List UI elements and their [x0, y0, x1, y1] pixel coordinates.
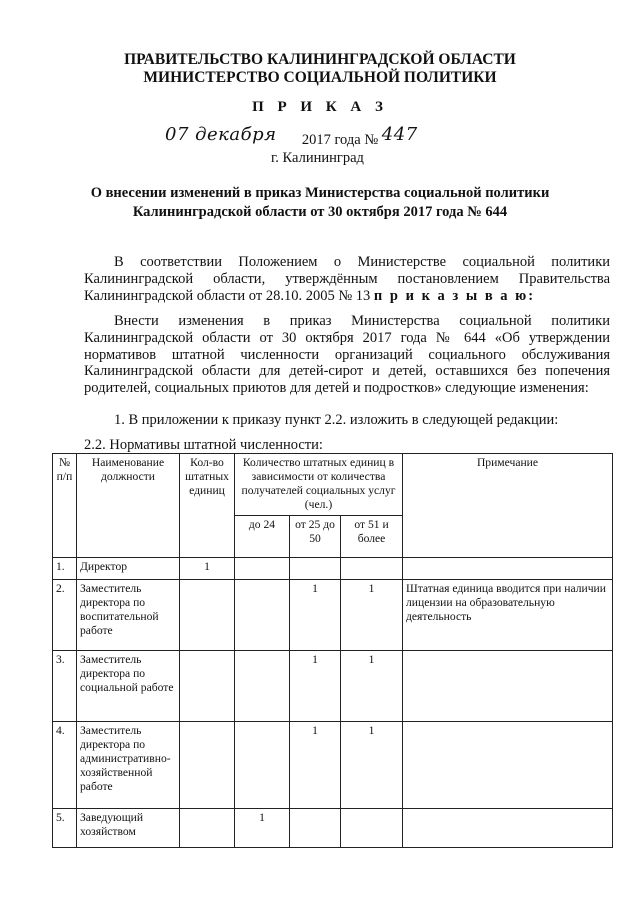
row-position: Директор	[77, 558, 180, 580]
row-count: 1	[180, 558, 235, 580]
header-name: Наименование должности	[77, 454, 180, 558]
subheader-25-50: от 25 до 50	[290, 516, 341, 558]
order-subject	[0, 184, 640, 222]
subheader-51-more: от 51 и более	[341, 516, 403, 558]
row-position: Заведующий хозяйством	[77, 809, 180, 848]
row-count	[180, 580, 235, 651]
row-up-to-24: 1	[235, 809, 290, 848]
row-position: Заместитель директора по административно-хозяйственной работе	[77, 722, 180, 809]
header-depends: Количество штатных единиц в зависимости от количества получателей социальных услуг (чел.)	[235, 454, 403, 516]
row-51-more: 1	[341, 580, 403, 651]
preamble-paragraph	[84, 254, 610, 304]
table-row	[53, 809, 613, 848]
table-row	[53, 558, 613, 580]
row-num: 1.	[53, 558, 77, 580]
row-25-50: 1	[290, 651, 341, 722]
row-up-to-24	[235, 651, 290, 722]
table-row	[53, 722, 613, 809]
header-num: № п/п	[53, 454, 77, 558]
handwritten-date: 07 декабря	[165, 124, 277, 145]
order-date-line	[165, 124, 418, 149]
table-header-row	[53, 454, 613, 516]
order-keyword: п р и к а з ы в а ю:	[373, 287, 536, 304]
norms-title: 2.2. Нормативы штатной численности:	[84, 437, 323, 453]
row-num: 2.	[53, 580, 77, 651]
subheader-up-to-24: до 24	[235, 516, 290, 558]
row-note	[403, 809, 613, 848]
row-num: 4.	[53, 722, 77, 809]
order-title: П Р И К А З	[252, 99, 388, 115]
order-city: г. Калининград	[271, 150, 364, 166]
handwritten-order-number: 447	[381, 124, 418, 145]
table-row	[53, 651, 613, 722]
row-position: Заместитель директора по воспитательной работе	[77, 580, 180, 651]
row-position: Заместитель директора по социальной работе	[77, 651, 180, 722]
government-header: ПРАВИТЕЛЬСТВО КАЛИНИНГРАДСКОЙ ОБЛАСТИ	[124, 51, 516, 68]
row-51-more: 1	[341, 651, 403, 722]
header-count: Кол-во штатных единиц	[180, 454, 235, 558]
row-25-50: 1	[290, 580, 341, 651]
row-up-to-24	[235, 722, 290, 809]
row-up-to-24	[235, 558, 290, 580]
row-up-to-24	[235, 580, 290, 651]
row-count	[180, 809, 235, 848]
row-note: Штатная единица вводится при наличии лицензии на образовательную деятельность	[403, 580, 613, 651]
table-row	[53, 580, 613, 651]
row-count	[180, 722, 235, 809]
order-year-text: 2017 года №	[301, 132, 379, 148]
row-note	[403, 722, 613, 809]
row-25-50	[290, 558, 341, 580]
subject-line-1: О внесении изменений в приказ Министерства социальной политики	[90, 185, 550, 201]
row-51-more	[341, 809, 403, 848]
row-51-more	[341, 558, 403, 580]
item-1-text: 1. В приложении к приказу пункт 2.2. изложить в следующей редакции:	[114, 412, 559, 428]
subject-line-2: Калининградской области от 30 октября 2017 года № 644	[132, 204, 508, 220]
row-num: 3.	[53, 651, 77, 722]
header-note: Примечание	[403, 454, 613, 558]
row-num: 5.	[53, 809, 77, 848]
row-note	[403, 651, 613, 722]
row-25-50: 1	[290, 722, 341, 809]
row-51-more: 1	[341, 722, 403, 809]
amendment-text: Внести изменения в приказ Министерства социальной политики Калининградской области от 30 октября 2017 года № 644 «Об утверждении нормативов штатной численности организаций социального обслуживания Калининградской области для детей-сирот и детей, оставшихся без попечения родителей, социальных приютов для детей и подростков» следующие изменения:	[84, 313, 610, 397]
row-note	[403, 558, 613, 580]
preamble-text: В соответствии Положением о Министерстве социальной политики Калининградской области, утверждённым постановлением Правительства Калининградской области от 28.10. 2005 № 13	[84, 254, 610, 304]
row-25-50	[290, 809, 341, 848]
amendment-paragraph	[84, 313, 610, 397]
staff-norms-table	[52, 453, 613, 848]
row-count	[180, 651, 235, 722]
ministry-header: МИНИСТЕРСТВО СОЦИАЛЬНОЙ ПОЛИТИКИ	[143, 69, 497, 86]
